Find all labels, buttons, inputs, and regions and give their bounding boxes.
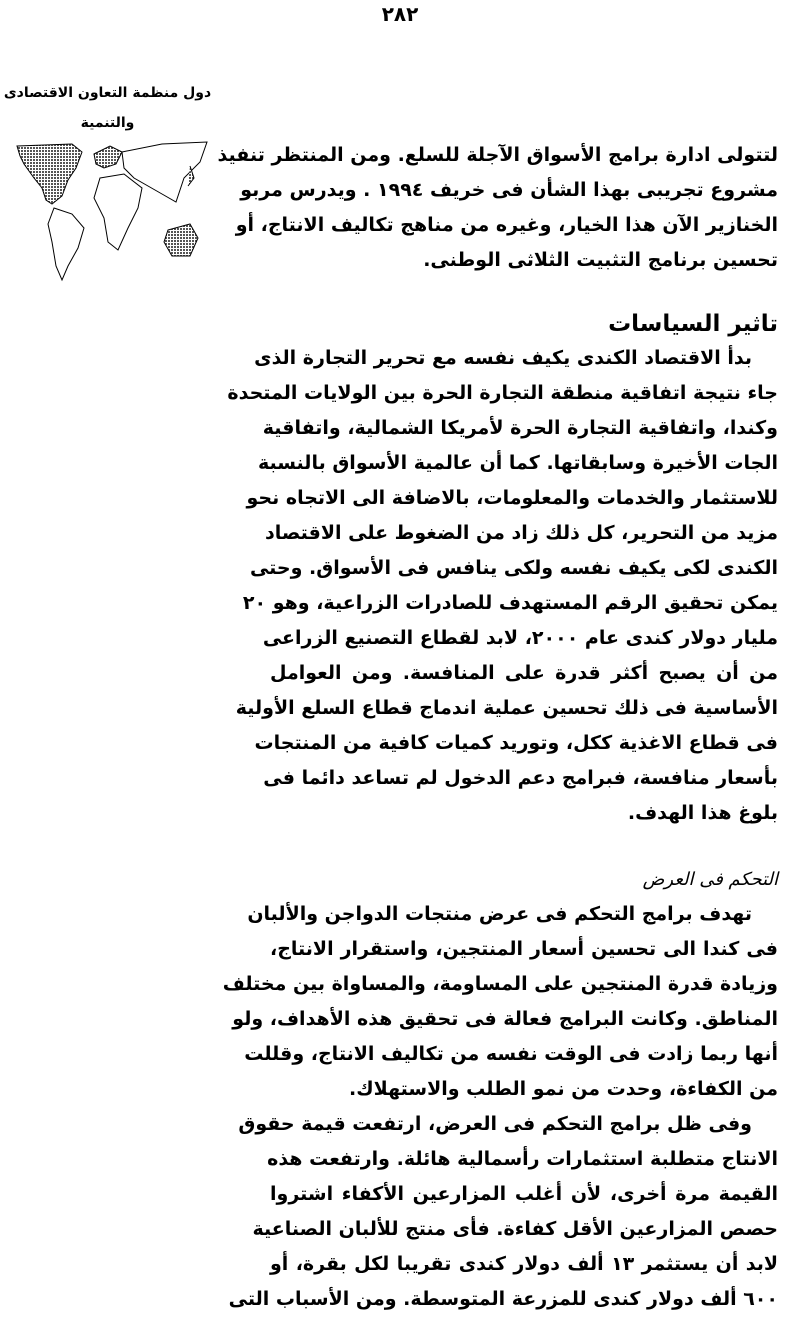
text-line: وفى ظل برامج التحكم فى العرض، ارتفعت قيمة حقوق <box>238 1113 752 1135</box>
text-line: يمكن تحقيق الرقم المستهدف للصادرات الزراعية، وهو ٢٠ <box>242 592 778 614</box>
text-line: الخنازير الآن هذا الخيار، وغيره من مناهج تكاليف الانتاج، أو <box>235 214 778 236</box>
section2-paragraphs <box>222 897 778 1317</box>
section-heading: تاثير السياسات <box>608 311 778 337</box>
text-line: بلوغ هذا الهدف. <box>627 802 778 824</box>
south-america-shape <box>48 208 84 280</box>
text-line: مشروع تجريبى بهذا الشأن فى خريف ١٩٩٤ . ويدرس مربو <box>240 179 778 201</box>
text-line: تهدف برامج التحكم فى عرض منتجات الدواجن والألبان <box>247 903 752 925</box>
north-america-shape <box>17 144 82 204</box>
subsection-heading: التحكم فى العرض <box>642 869 778 890</box>
text-line: المناطق. وكانت البرامج فعالة فى تحقيق هذه الأهداف، ولو <box>232 1008 778 1030</box>
text-line: مزيد من التحرير، كل ذلك زاد من الضغوط على الاقتصاد <box>265 522 778 544</box>
text-line: الكندى لكى يكيف نفسه ولكى ينافس فى الأسواق. وحتى <box>249 557 778 579</box>
text-line: الأساسية فى ذلك تحسين عملية اندماج قطاع السلع الأولية <box>235 697 778 719</box>
page-number: ٢٨٢ <box>381 2 419 26</box>
text-line: فى كندا الى تحسين أسعار المنتجين، واستقرار الانتاج، <box>270 938 778 960</box>
text-line: الجات الأخيرة وسابقاتها. كما أن عالمية الأسواق بالنسبة <box>257 452 778 474</box>
section1-paragraph <box>227 341 778 831</box>
asia-shape <box>122 142 207 202</box>
text-line: من أن يصبح أكثر قدرة على المنافسة. ومن العوامل <box>270 662 778 684</box>
text-line: بأسعار منافسة، فبرامج دعم الدخول لم تساعد دائما فى <box>263 767 778 789</box>
africa-shape <box>94 174 142 250</box>
text-line: ٦٠٠ ألف دولار كندى للمزرعة المتوسطة. ومن الأسباب التى <box>228 1288 778 1310</box>
text-line: تحسين برنامج التثبيت الثلاثى الوطنى. <box>423 249 778 271</box>
text-line: الانتاج متطلبة استثمارات رأسمالية هائلة. وارتفعت هذه <box>267 1148 778 1170</box>
text-line: وزيادة قدرة المنتجين على المساومة، والمساواة بين مختلف <box>222 973 778 995</box>
caption-line: دول منظمة التعاون الاقتصادى <box>3 85 212 101</box>
text-line: حصص المزارعين الأقل كفاءة. فأى منتج للألبان الصناعية <box>252 1218 778 1240</box>
australia-shape <box>164 224 198 256</box>
text-line: وكندا، واتفاقية التجارة الحرة لأمريكا الشمالية، واتفاقية <box>262 417 778 439</box>
world-map-illustration <box>12 138 208 283</box>
text-line: بدأ الاقتصاد الكندى يكيف نفسه مع تحرير التجارة الذى <box>254 347 752 369</box>
text-line: للاستثمار والخدمات والمعلومات، بالاضافة الى الاتجاه نحو <box>246 487 778 509</box>
text-line: أنها ربما زادت فى الوقت نفسه من تكاليف الانتاج، وقللت <box>244 1043 778 1065</box>
text-line: من الكفاءة، وحدت من نمو الطلب والاستهلاك. <box>349 1078 778 1100</box>
text-line: فى قطاع الاغذية ككل، وتوريد كميات كافية من المنتجات <box>254 732 778 754</box>
intro-paragraph <box>217 138 778 278</box>
text-line: لتتولى ادارة برامج الأسواق الآجلة للسلع. ومن المنتظر تنفيذ <box>217 144 778 166</box>
text-line: جاء نتيجة اتفاقية منطقة التجارة الحرة بين الولايات المتحدة <box>227 382 778 404</box>
caption-line: والتنمية <box>80 115 135 131</box>
europe-shape <box>94 146 122 168</box>
map-caption <box>0 78 215 138</box>
text-line: مليار دولار كندى عام ٢٠٠٠، لابد لقطاع التصنيع الزراعى <box>262 627 778 649</box>
text-line: القيمة مرة أخرى، لأن أغلب المزارعين الأكفاء اشتروا <box>270 1183 778 1205</box>
text-line: لابد أن يستثمر ١٣ ألف دولار كندى تقريبا لكل بقرة، أو <box>270 1253 778 1275</box>
